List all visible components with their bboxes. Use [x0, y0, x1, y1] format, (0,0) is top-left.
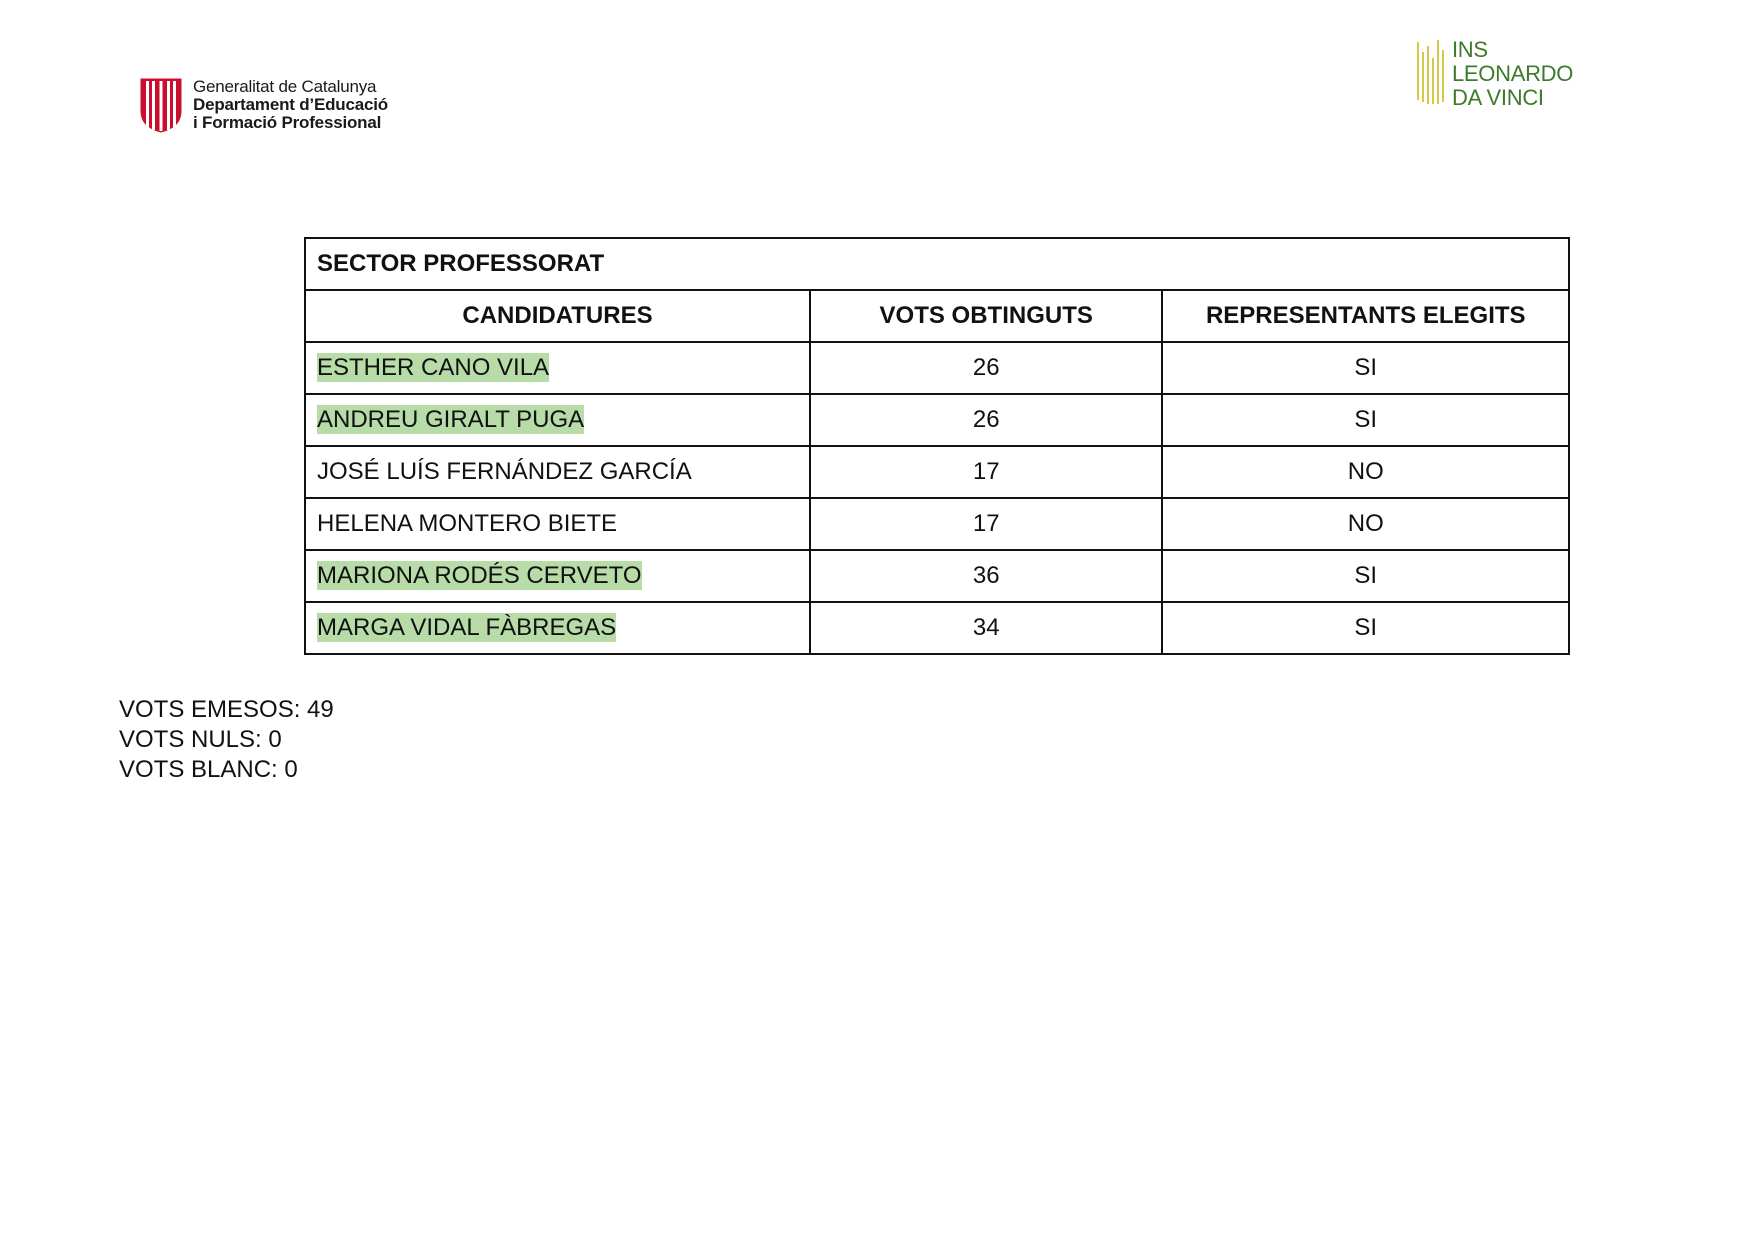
votes-cell: 34 — [810, 602, 1163, 654]
ins-logo-line2: LEONARDO — [1452, 61, 1574, 86]
votes-cell: 26 — [810, 342, 1163, 394]
candidate-name-cell — [305, 394, 810, 446]
table-row — [305, 550, 1569, 602]
table-row — [305, 446, 1569, 498]
elected-cell: NO — [1162, 446, 1569, 498]
table-row — [305, 498, 1569, 550]
table-row — [305, 602, 1569, 654]
elected-cell: SI — [1162, 602, 1569, 654]
votes-cell: 17 — [810, 498, 1163, 550]
generalitat-logo — [138, 77, 388, 133]
ins-leonardo-logo — [1416, 38, 1573, 110]
vots-nuls: VOTS NULS: 0 — [119, 726, 282, 753]
sector-row — [305, 238, 1569, 290]
gen-logo-line1: Generalitat de Catalunya — [193, 77, 377, 96]
candidate-name: JOSÉ LUÍS FERNÁNDEZ GARCÍA — [317, 458, 692, 485]
candidate-name-cell — [305, 498, 810, 550]
results-table — [304, 237, 1570, 655]
header-row — [305, 290, 1569, 342]
header-candidatures: CANDIDATURES — [305, 290, 810, 342]
elected-cell: SI — [1162, 394, 1569, 446]
candidate-name: ANDREU GIRALT PUGA — [317, 406, 585, 433]
vots-blanc: VOTS BLANC: 0 — [119, 756, 298, 783]
candidate-name: MARGA VIDAL FÀBREGAS — [317, 614, 617, 641]
ins-logo-line3: DA VINCI — [1452, 85, 1544, 110]
candidate-name-cell — [305, 446, 810, 498]
sector-title: SECTOR PROFESSORAT — [305, 238, 1569, 290]
candidate-name-cell — [305, 602, 810, 654]
header-representants-elegits: REPRESENTANTS ELEGITS — [1162, 290, 1569, 342]
votes-cell: 36 — [810, 550, 1163, 602]
ins-bars-icon — [1416, 38, 1448, 108]
elected-cell: SI — [1162, 550, 1569, 602]
catalonia-emblem-icon — [138, 77, 184, 133]
votes-cell: 17 — [810, 446, 1163, 498]
candidate-name: ESTHER CANO VILA — [317, 354, 550, 381]
candidate-name: HELENA MONTERO BIETE — [317, 510, 618, 537]
vote-totals — [119, 695, 334, 785]
table-row — [305, 342, 1569, 394]
header-vots-obtinguts: VOTS OBTINGUTS — [810, 290, 1163, 342]
ins-logo-line1: INS — [1452, 37, 1488, 62]
elected-cell: NO — [1162, 498, 1569, 550]
gen-logo-line2: Departament d’Educació — [193, 95, 388, 114]
gen-logo-line3: i Formació Professional — [193, 113, 382, 132]
table-row — [305, 394, 1569, 446]
candidate-name: MARIONA RODÉS CERVETO — [317, 562, 642, 589]
elected-cell: SI — [1162, 342, 1569, 394]
votes-cell: 26 — [810, 394, 1163, 446]
vots-emesos: VOTS EMESOS: 49 — [119, 696, 334, 723]
candidate-name-cell — [305, 550, 810, 602]
candidate-name-cell — [305, 342, 810, 394]
